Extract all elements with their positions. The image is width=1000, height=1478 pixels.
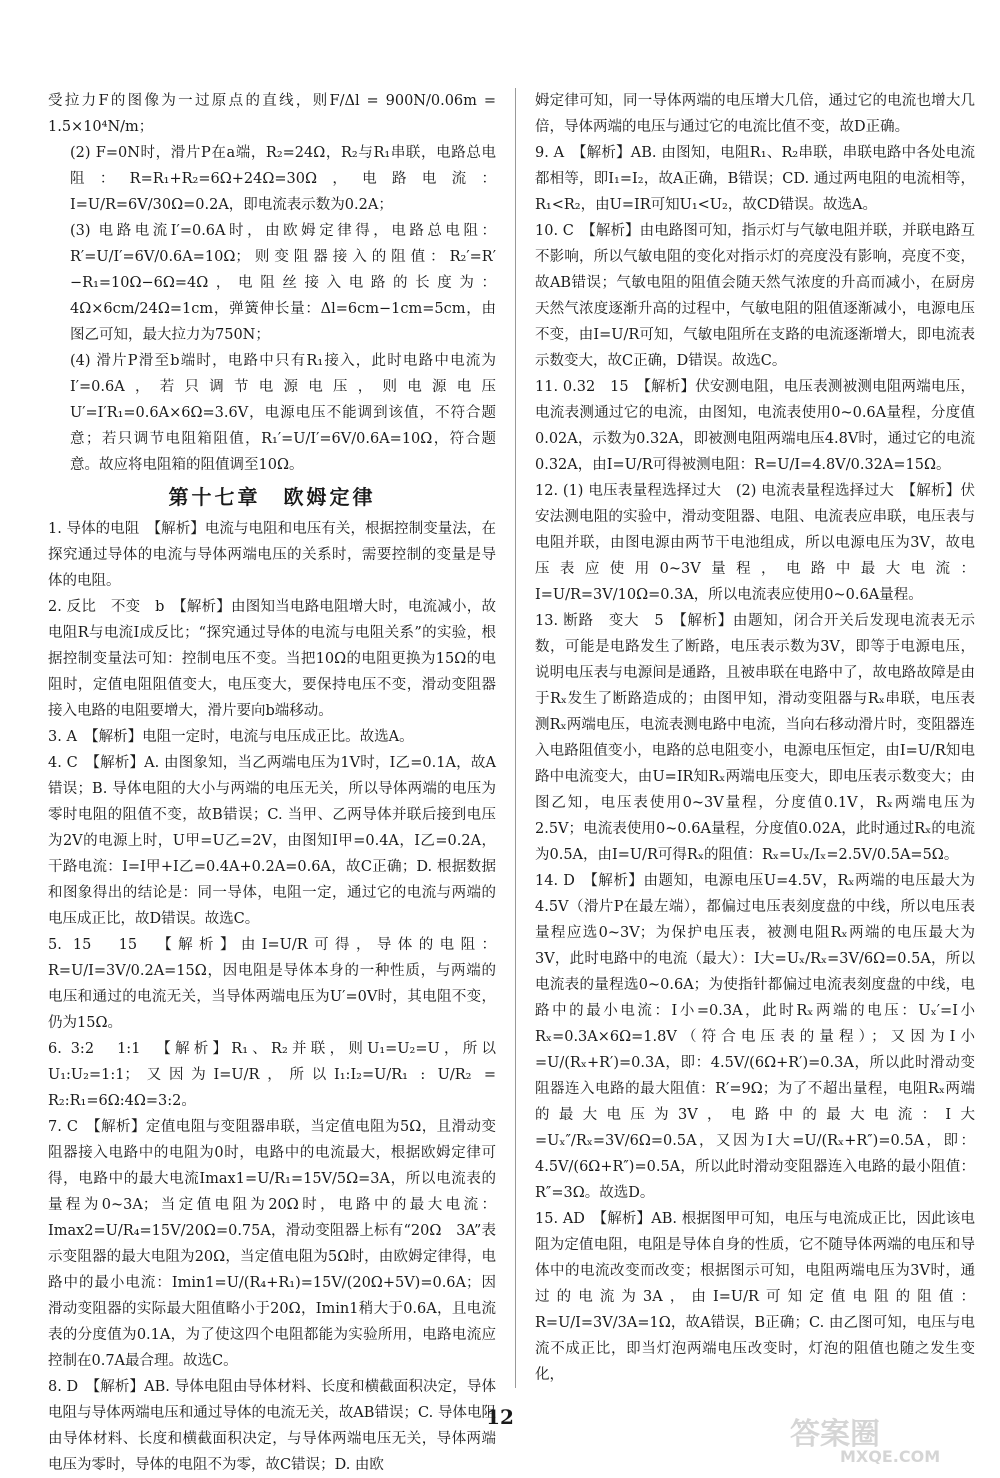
answer-item: 5. 15 15 【解析】由I=U/R可得，导体的电阻：R=U/I=3V/0.2A=15Ω，因电阻是导体本身的一种性质，与两端的电压和通过的电流无关，当导体两端电压为U′=0V时，其电阻不变，仍为15Ω。 (48, 937, 496, 1031)
answer-item: 1. 导体的电阻 【解析】电流与电阻和电压有关，根据控制变量法，在探究通过导体的电流与导体两端电压的关系时，需要控制的变量是导体的电阻。 (48, 521, 496, 589)
answer-item: 12. (1) 电压表量程选择过大 (2) 电流表量程选择过大 【解析】伏安法测电阻的实验中，滑动变阻器、电阻、电流表应串联，电压表与电阻并联，由图电源由两节干电池组成，所以电源电压为3V，故电压表应使用0~3V量程，电路中最大电流：I=U/R=3V/10Ω=0.3A，所以电流表应使用0~0.6A量程。 (535, 483, 975, 603)
right-column (535, 88, 975, 1388)
answer-item: 15. AD 【解析】AB. 根据图甲可知，电压与电流成正比，因此该电阻为定值电阻，电阻是导体自身的性质，它不随导体两端的电压和导体中的电流改变而改变；根据图示可知，电阻两端电压为3V时，通过的电流为3A，由I=U/R可知定值电阻的阻值：R=U/I=3V/3A=1Ω，故A错误，B正确；C. 由乙图可知，电压与电流不成正比，即当灯泡两端电压改变时，灯泡的阻值也随之发生变化， (535, 1211, 975, 1383)
watermark-logo-text: 答案圈 (790, 1417, 880, 1452)
left-column (48, 88, 496, 1478)
paragraph: (3) 电路电流I′=0.6A时，由欧姆定律得，电路总电阻：R′=U/I′=6V/0.6A=10Ω；则变阻器接入的阻值：R₂′=R′−R₁=10Ω−6Ω=4Ω，电阻丝接入电路的长度为：4Ω×6cm/24Ω=1cm，弹簧伸长量：Δl=6cm−1cm=5cm，由图乙可知，最大拉力为750N； (70, 223, 496, 343)
answer-item: 3. A 【解析】电阻一定时，电流与电压成正比。故选A。 (48, 729, 414, 745)
answer-item: 2. 反比 不变 b 【解析】由图知当电路电阻增大时，电流减小，故电阻R与电流I成反比；“探究通过导体的电流与电阻关系”的实验，根据控制变量法可知：控制电压不变。当把10Ω的电阻更换为15Ω的电阻时，定值电阻阻值变大，电压变大，要保持电压不变，滑动变阻器接入电路的电阻要增大，滑片要向b端移动。 (48, 599, 496, 719)
paragraph: 姆定律可知，同一导体两端的电压增大几倍，通过它的电流也增大几倍，导体两端的电压与通过它的电流比值不变，故D正确。 (535, 93, 975, 135)
answer-item: 13. 断路 变大 5 【解析】由题知，闭合开关后发现电流表无示数，可能是电路发生了断路，电压表示数为3V，即等于电源电压，说明电压表与电源间是通路，且被串联在电路中了，故电路故障是由于Rₓ发生了断路造成的；由图甲知，滑动变阻器与Rₓ串联，电压表测Rₓ两端电压，电流表测电路中电流，当向右移动滑片时，变阻器连入电路阻值变小，电路的总电阻变小，电源电压恒定，由I=U/R知电路中电流变大，由U=IR知Rₓ两端电压变大，即电压表示数变大；由图乙知，电压表使用0~3V量程，分度值0.1V，Rₓ两端电压为2.5V；电流表使用0~0.6A量程，分度值0.02A，此时通过Rₓ的电流为0.5A，由I=U/R可得Rₓ的阻值：Rₓ=Uₓ/Iₓ=2.5V/0.5A=5Ω。 (535, 613, 975, 863)
watermark-logo (780, 1414, 980, 1464)
paragraph: (2) F=0N时，滑片P在a端，R₂=24Ω，R₂与R₁串联，电路总电阻：R=R₁+R₂=6Ω+24Ω=30Ω，电路电流：I=U/R=6V/30Ω=0.2A，即电流表示数为0.2A； (70, 145, 496, 213)
answer-item: 10. C 【解析】由电路图可知，指示灯与气敏电阻并联，并联电路互不影响，所以气敏电阻的变化对指示灯的亮度没有影响，亮度不变，故AB错误；气敏电阻的阻值会随天然气浓度的升高而减小，在厨房天然气浓度逐渐升高的过程中，气敏电阻的阻值逐渐减小，电源电压不变，由I=U/R可知，气敏电阻所在支路的电流逐渐增大，即电流表示数变大，故C正确，D错误。故选C。 (535, 223, 975, 369)
page-number: 12 (486, 1405, 514, 1429)
answer-item: 11. 0.32 15 【解析】伏安测电阻，电压表测被测电阻两端电压，电流表测通过它的电流，由图知，电流表使用0~0.6A量程，分度值0.02A，示数为0.32A，即被测电阻两端电压4.8V时，通过它的电流0.32A，由I=U/R可得被测电阻：R=U/I=4.8V/0.32A=15Ω。 (535, 379, 975, 473)
answer-item: 4. C 【解析】A. 由图象知，当乙两端电压为1V时，I乙=0.1A，故A错误；B. 导体电阻的大小与两端的电压无关，所以导体两端的电压为零时电阻的阻值不变，故B错误；C. 当甲、乙两导体并联后接到电压为2V的电源上时，U甲=U乙=2V，由图知I甲=0.4A，I乙=0.2A，干路电流：I=I甲+I乙=0.4A+0.2A=0.6A，故C正确；D. 根据数据和图象得出的结论是：同一导体，电阻一定，通过它的电流与两端的电压成正比，故D错误。故选C。 (48, 755, 496, 927)
column-divider (515, 88, 516, 1388)
answer-item: 6. 3:2 1:1 【解析】R₁、R₂并联，则U₁=U₂=U，所以U₁:U₂=1:1；又因为I=U/R，所以I₁:I₂=U/R₁ : U/R₂ = R₂:R₁=6Ω:4Ω=3:2。 (48, 1041, 496, 1109)
chapter-title: 第十七章 欧姆定律 (168, 485, 376, 509)
answer-item: 9. A 【解析】AB. 由图知，电阻R₁、R₂串联，串联电路中各处电流都相等，即I₁=I₂，故A正确，B错误；CD. 通过两电阻的电流相等，R₁<R₂，由U=IR可知U₁<U₂，故CD错误。故选A。 (535, 145, 975, 213)
paragraph: (4) 滑片P滑至b端时，电路中只有R₁接入，此时电路中电流为I′=0.6A，若只调节电源电压，则电源电压U′=I′R₁=0.6A×6Ω=3.6V，电源电压不能调到该值，不符合题意；若只调节电阻箱阻值，R₁′=U/I′=6V/0.6A=10Ω，符合题意。故应将电阻箱的阻值调至10Ω。 (70, 353, 496, 473)
answer-item: 8. D 【解析】AB. 导体电阻由导体材料、长度和横截面积决定，导体电阻与导体两端电压和通过导体的电流无关，故AB错误；C. 导体电阻由导体材料、长度和横截面积决定，与导体两端电压无关，导体两端电压为零时，导体的电阻不为零，故C错误；D. 由欧 (48, 1379, 496, 1473)
answer-item: 14. D 【解析】由题知，电源电压U=4.5V，Rₓ两端的电压最大为4.5V（滑片P在最左端），都偏过电压表刻度盘的中线，所以电压表量程应选0~3V；为保护电压表，被测电阻Rₓ两端的电压最大为3V，此时电路中的电流（最大）：I大=Uₓ/Rₓ=3V/6Ω=0.5A，所以电流表的量程选0~0.6A；为使指针都偏过电流表刻度盘的中线，电路中的最小电流：I小=0.3A，此时Rₓ两端的电压：Uₓ′=I小Rₓ=0.3A×6Ω=1.8V（符合电压表的量程）；又因为I小=U/(Rₓ+R′)=0.3A，即：4.5V/(6Ω+R′)=0.3A，所以此时滑动变阻器连入电路的最大阻值：R′=9Ω；为了不超出量程，电阻Rₓ两端的最大电压为3V，电路中的最大电流：I大=Uₓ″/Rₓ=3V/6Ω=0.5A，又因为I大=U/(Rₓ+R″)=0.5A，即：4.5V/(6Ω+R″)=0.5A，所以此时滑动变阻器连入电路的最小阻值：R″=3Ω。故选D。 (535, 873, 975, 1201)
paragraph: 受拉力F的图像为一过原点的直线，则F/Δl = 900N/0.06m = 1.5×10⁴N/m； (48, 93, 496, 135)
answer-item: 7. C 【解析】定值电阻与变阻器串联，当定值电阻为5Ω，且滑动变阻器接入电路中的电阻为0时，电路中的电流最大，根据欧姆定律可得，电路中的最大电流Imax1=U/R₁=15V/5Ω=3A，所以电流表的量程为0~3A；当定值电阻为20Ω时，电路中的最大电流：Imax2=U/R₄=15V/20Ω=0.75A，滑动变阻器上标有“20Ω 3A”表示变阻器的最大电阻为20Ω，当定值电阻为5Ω时，由欧姆定律得，电路中的最小电流：Imin1=U/(R₄+R₁)=15V/(20Ω+5V)=0.6A；因滑动变阻器的实际最大阻值略小于20Ω，Imin1稍大于0.6A，且电流表的分度值为0.1A，为了使这四个电阻都能为实验所用，电路电流应控制在0.7A最合理。故选C。 (48, 1119, 496, 1369)
watermark-url: MXQE.COM (840, 1447, 941, 1464)
